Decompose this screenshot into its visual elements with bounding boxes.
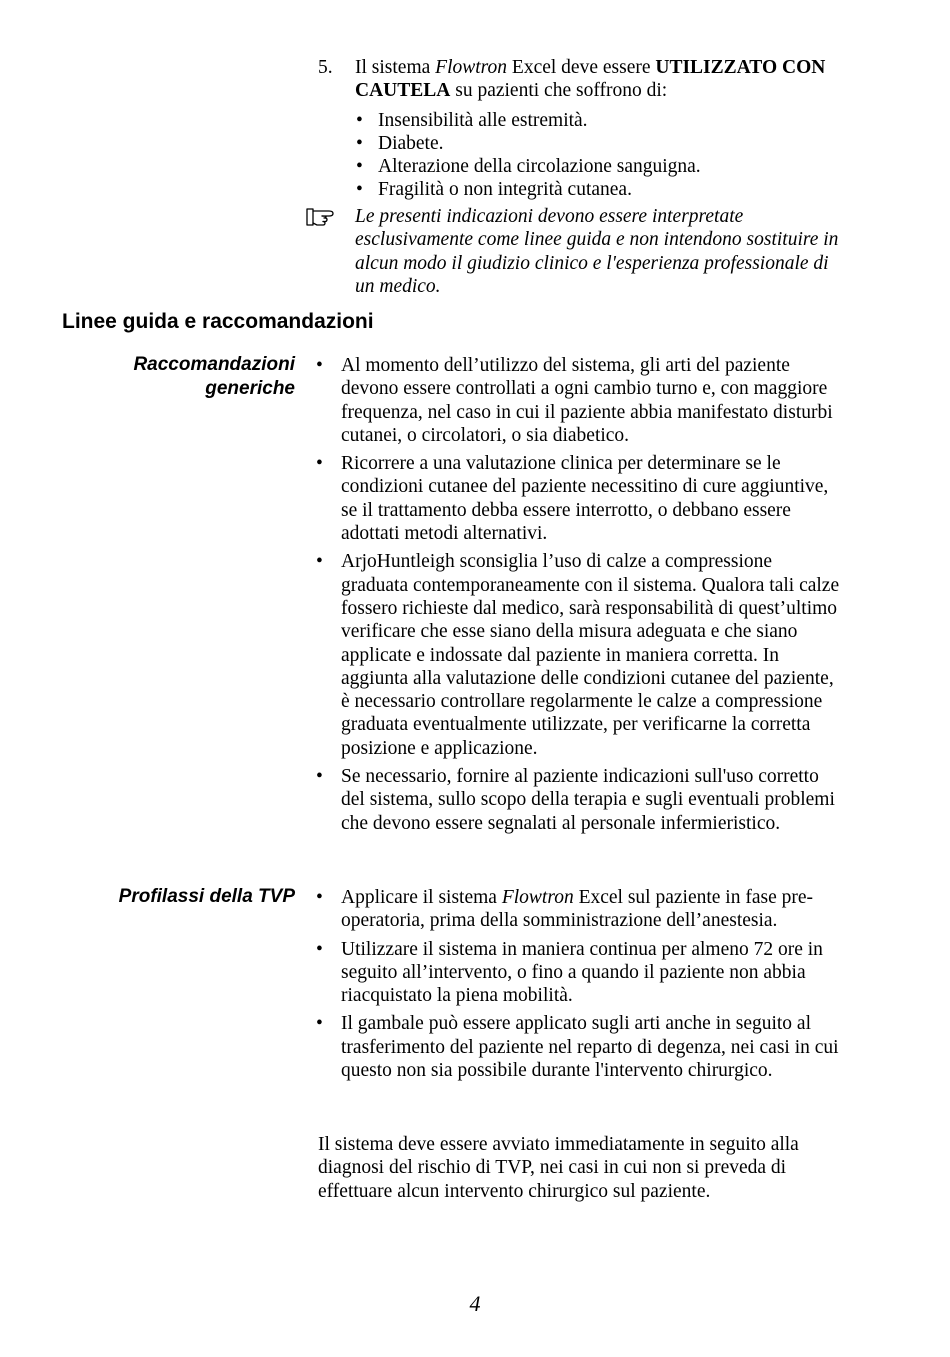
bullet: • xyxy=(316,766,323,788)
note-block xyxy=(305,205,845,298)
list-item xyxy=(316,765,841,835)
conditions-list xyxy=(318,109,838,202)
recommendation-text: ArjoHuntleigh sconsiglia l’uso di calze a compressione graduata contemporaneamente con il sistema. Qualora tali calze fossero richieste dal medico, sarà responsabilità di quest’ultimo verificare che esse siano della misura adeguata e che siano applicate e indossate dal paziente in maniera corretta. In aggiunta alla valutazione delle condizioni cutanee del paziente, è necessario controllare regolarmente le calze a compressione graduata eventualmente utilizzate, per verificarne la corretta posizione e applicazione. xyxy=(341,551,840,759)
recommendation-text: Se necessario, fornire al paziente indicazioni sull'uso corretto del sistema, sullo scopo della terapia e sugli eventuali problemi che devono essere segnalati al personale infermieristico. xyxy=(341,766,835,834)
product-name: Flowtron xyxy=(435,57,508,78)
tvp-text: Il gambale può essere applicato sugli arti anche in seguito al trasferimento del paziente nel reparto di degenza, nei casi in cui questo non sia possibile durante l'intervento chirurgico. xyxy=(341,1013,839,1082)
list-item xyxy=(356,109,838,132)
pointing-hand-icon xyxy=(305,205,337,227)
section-title: Linee guida e raccomandazioni xyxy=(62,310,374,333)
general-recommendations-list xyxy=(316,354,841,840)
general-recommendations-heading: Raccomandazioni generiche xyxy=(133,354,295,399)
numbered-item-5 xyxy=(318,56,838,202)
list-item xyxy=(356,155,838,178)
bullet: • xyxy=(316,551,323,573)
closing-paragraph: Il sistema deve essere avviato immediatamente in seguito alla diagnosi del rischio di TVP, nei casi in cui non si preveda di effettuare alcun intervento chirurgico sul paziente. xyxy=(318,1134,799,1202)
tvp-text: Excel sul paziente in fase pre-operatoria, prima della somministrazione dell’anestesia. xyxy=(341,887,814,932)
condition-text: Insensibilità alle estremità. xyxy=(378,109,588,131)
list-item xyxy=(356,178,838,201)
bullet: • xyxy=(316,887,323,908)
tvp-text: Applicare il sistema xyxy=(341,887,502,908)
intro-text: Excel deve essere xyxy=(507,57,656,78)
note-text: Le presenti indicazioni devono essere interpretate esclusivamente come linee guida e non intendono sostituire in alcun modo il giudizio clinico e l'esperienza professionale di un medico. xyxy=(355,206,839,297)
bullet: • xyxy=(356,156,363,178)
recommendation-text: Al momento dell’utilizzo del sistema, gli arti del paziente devono essere controllati a ogni cambio turno e, con maggiore frequenza, nel caso in cui il paziente abbia manifestato disturbi cutanei, o circolatori, o sia diabetico. xyxy=(341,355,833,446)
bullet: • xyxy=(316,355,323,376)
list-item xyxy=(356,132,838,155)
intro-text: su pazienti che soffrono di: xyxy=(450,80,668,102)
product-name: Flowtron xyxy=(501,887,574,908)
item-number: 5. xyxy=(318,57,333,78)
intro-text: Il sistema xyxy=(355,57,436,78)
list-item xyxy=(316,452,841,545)
list-item xyxy=(316,886,841,933)
list-item xyxy=(316,550,841,760)
recommendation-text: Ricorrere a una valutazione clinica per determinare se le condizioni cutanee del paziente necessitino di cure aggiuntive, se il trattamento debba essere interrotto, o debbano essere adottati metodi alternativi. xyxy=(341,453,829,545)
page-number: 4 xyxy=(469,1291,481,1316)
tvp-prophylaxis-heading: Profilassi della TVP xyxy=(118,886,295,907)
bullet: • xyxy=(356,132,363,154)
condition-text: Diabete. xyxy=(378,132,444,154)
bullet: • xyxy=(356,179,363,201)
bullet: • xyxy=(356,109,363,131)
tvp-text: Utilizzare il sistema in maniera continua per almeno 72 ore in seguito all’intervento, o fino a quando il paziente non abbia riacquistato la piena mobilità. xyxy=(341,938,823,1007)
bullet: • xyxy=(316,453,323,475)
list-item xyxy=(316,354,841,447)
bullet: • xyxy=(316,1013,323,1035)
tvp-prophylaxis-list xyxy=(316,886,841,1087)
caution-emphasis: UTILIZZATO CON CAUTELA xyxy=(355,57,826,102)
bullet: • xyxy=(316,938,323,960)
condition-text: Alterazione della circolazione sanguigna. xyxy=(378,156,701,178)
list-item xyxy=(316,938,841,1008)
condition-text: Fragilità o non integrità cutanea. xyxy=(378,179,632,201)
list-item xyxy=(316,1012,841,1082)
item-intro xyxy=(355,56,838,103)
